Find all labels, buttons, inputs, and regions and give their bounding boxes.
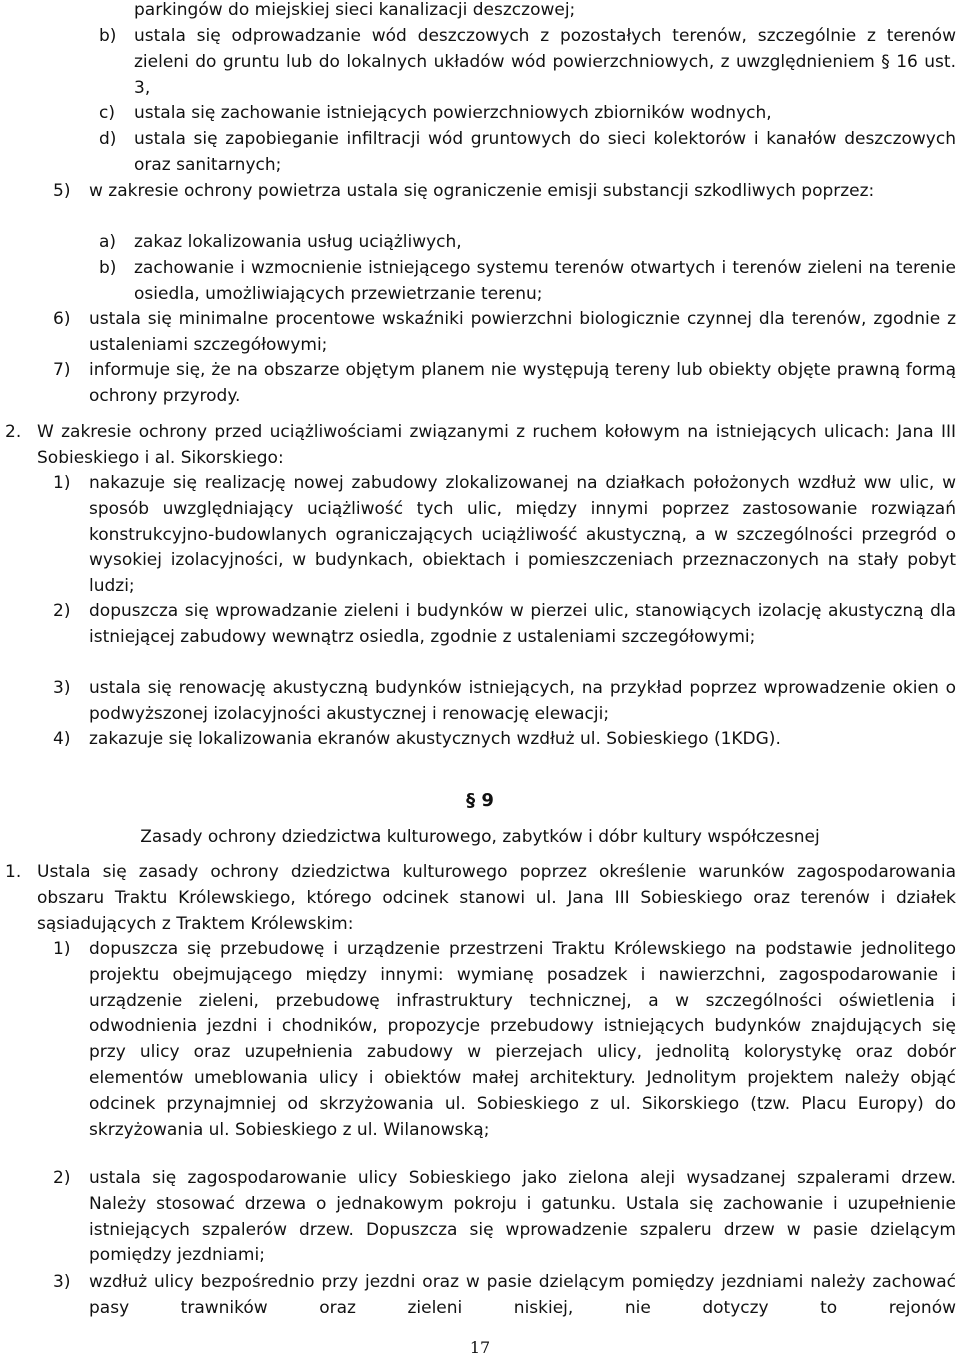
item-label: 6) — [53, 309, 71, 329]
item-text: zachowanie i wzmocnienie istniejącego systemu terenów otwartych i terenów zieleni na terenie osiedla, umożliwiających przewietrzanie terenu; — [134, 258, 956, 304]
item-label: a) — [99, 232, 117, 252]
section-label: 1. — [5, 862, 22, 882]
item-text: ustala się minimalne procentowe wskaźniki powierzchni biologicznie czynnej dla terenów, zgodnie z ustaleniami szczegółowymi; — [89, 309, 956, 355]
item-text: zakaz lokalizowania usług uciążliwych, — [134, 232, 462, 252]
item-text: ustala się zapobieganie infiltracji wód gruntowych do sieci kolektorów i kanałów deszczowych oraz sanitarnych; — [134, 129, 956, 175]
item-label: 1) — [53, 939, 71, 959]
section-number-heading: § 9 — [466, 790, 494, 811]
page-number: 17 — [469, 1338, 491, 1357]
section-title: Zasady ochrony dziedzictwa kulturowego, zabytków i dóbr kultury współczesnej — [140, 827, 820, 847]
item-label: b) — [99, 258, 117, 278]
item-text: w zakresie ochrony powietrza ustala się ograniczenie emisji substancji szkodliwych poprzez: — [89, 181, 875, 201]
section-text: W zakresie ochrony przed uciążliwościami związanymi z ruchem kołowym na istniejących ulicach: Jana III Sobieskiego i al. Sikorskiego: — [37, 422, 956, 468]
item-text: ustala się zagospodarowanie ulicy Sobieskiego jako zielona aleji wysadzanej szpalerami drzew. Należy stosować drzewa o jednakowym pokroju i gatunku. Ustala się zachowanie i uzupełnienie istniejących szpalerów drzew. Dopuszcza się wprowadzenie szpaleru drzew w pasie dzielącym pomiędzy jezdniami; — [89, 1168, 956, 1266]
item-text: dopuszcza się przebudowę i urządzenie przestrzeni Traktu Królewskiego na podstawie jednolitego projektu obejmującego między innymi: wymianę posadzek i nawierzchni, zagospodarowanie i urządzenie zieleni, przebudowę infrastruktury technicznej, a w szczególności oświetlenia i odwodnienia jezdni i chodników, propozycje przebudowy istniejących budynków znajdujących się przy ulicy oraz uzupełnienia zabudowy w pierzejach ulicy, jednolitą kolorystykę oraz dobór elementów umeblowania ulicy i obiektów małej architektury. Jednolitym projektem należy objąć odcinek przynajmniej od skrzyżowania ul. Sobieskiego z ul. Sikorskiego (tzw. Placu Europy) do skrzyżowania ul. Sobieskiego z ul. Wilanowską; — [89, 939, 956, 1140]
item-label: 7) — [53, 360, 71, 380]
item-label: c) — [99, 103, 115, 123]
item-label: d) — [99, 129, 117, 149]
item-label: 4) — [53, 729, 71, 749]
item-text: zakazuje się lokalizowania ekranów akustycznych wzdłuż ul. Sobieskiego (1KDG). — [89, 729, 781, 749]
item-text: ustala się odprowadzanie wód deszczowych z pozostałych terenów, szczególnie z terenów zieleni do gruntu lub do lokalnych układów wód powierzchniowych, z uwzględnieniem § 16 ust. 3, — [134, 26, 956, 98]
section-label: 2. — [5, 422, 22, 442]
item-label: 3) — [53, 1272, 71, 1292]
continuation-line: parkingów do miejskiej sieci kanalizacji deszczowej; — [134, 0, 576, 20]
item-text: ustala się renowację akustyczną budynków istniejących, na przykład poprzez wprowadzenie okien o podwyższonej izolacyjności akustycznej i renowację elewacji; — [89, 678, 956, 724]
item-text: ustala się zachowanie istniejących powierzchniowych zbiorników wodnych, — [134, 103, 772, 123]
section-text: Ustala się zasady ochrony dziedzictwa kulturowego poprzez określenie warunków zagospodarowania obszaru Traktu Królewskiego, którego odcinek stanowi ul. Jana III Sobieskiego oraz terenów i działek sąsiadujących z Traktem Królewskim: — [37, 862, 956, 934]
item-label: 5) — [53, 181, 71, 201]
item-label: 2) — [53, 601, 71, 621]
item-text: dopuszcza się wprowadzanie zieleni i budynków w pierzei ulic, stanowiących izolację akustyczną dla istniejącej zabudowy wewnątrz osiedla, zgodnie z ustaleniami szczegółowymi; — [89, 601, 956, 647]
item-label: 1) — [53, 473, 71, 493]
item-text: wzdłuż ulicy bezpośrednio przy jezdni oraz w pasie dzielącym pomiędzy jezdniami należy zachować pasy trawników oraz zieleni niskiej, nie dotyczy to rejonów — [89, 1272, 956, 1318]
item-label: b) — [99, 26, 117, 46]
item-text: nakazuje się realizację nowej zabudowy zlokalizowanej na działkach położonych wzdłuż ww ulic, w sposób uwzględniający uciążliwość tych ulic, między innymi poprzez zastosowanie rozwiązań konstrukcyjno-budowlanych ograniczających uciążliwość akustyczną, a w szczególności przegród o wysokiej izolacyjności, w budynkach, obiektach i pomieszczeniach przeznaczonych na stały pobyt ludzi; — [89, 473, 956, 597]
item-label: 3) — [53, 678, 71, 698]
item-label: 2) — [53, 1168, 71, 1188]
item-text: informuje się, że na obszarze objętym planem nie występują tereny lub obiekty objęte prawną formą ochrony przyrody. — [89, 360, 956, 406]
